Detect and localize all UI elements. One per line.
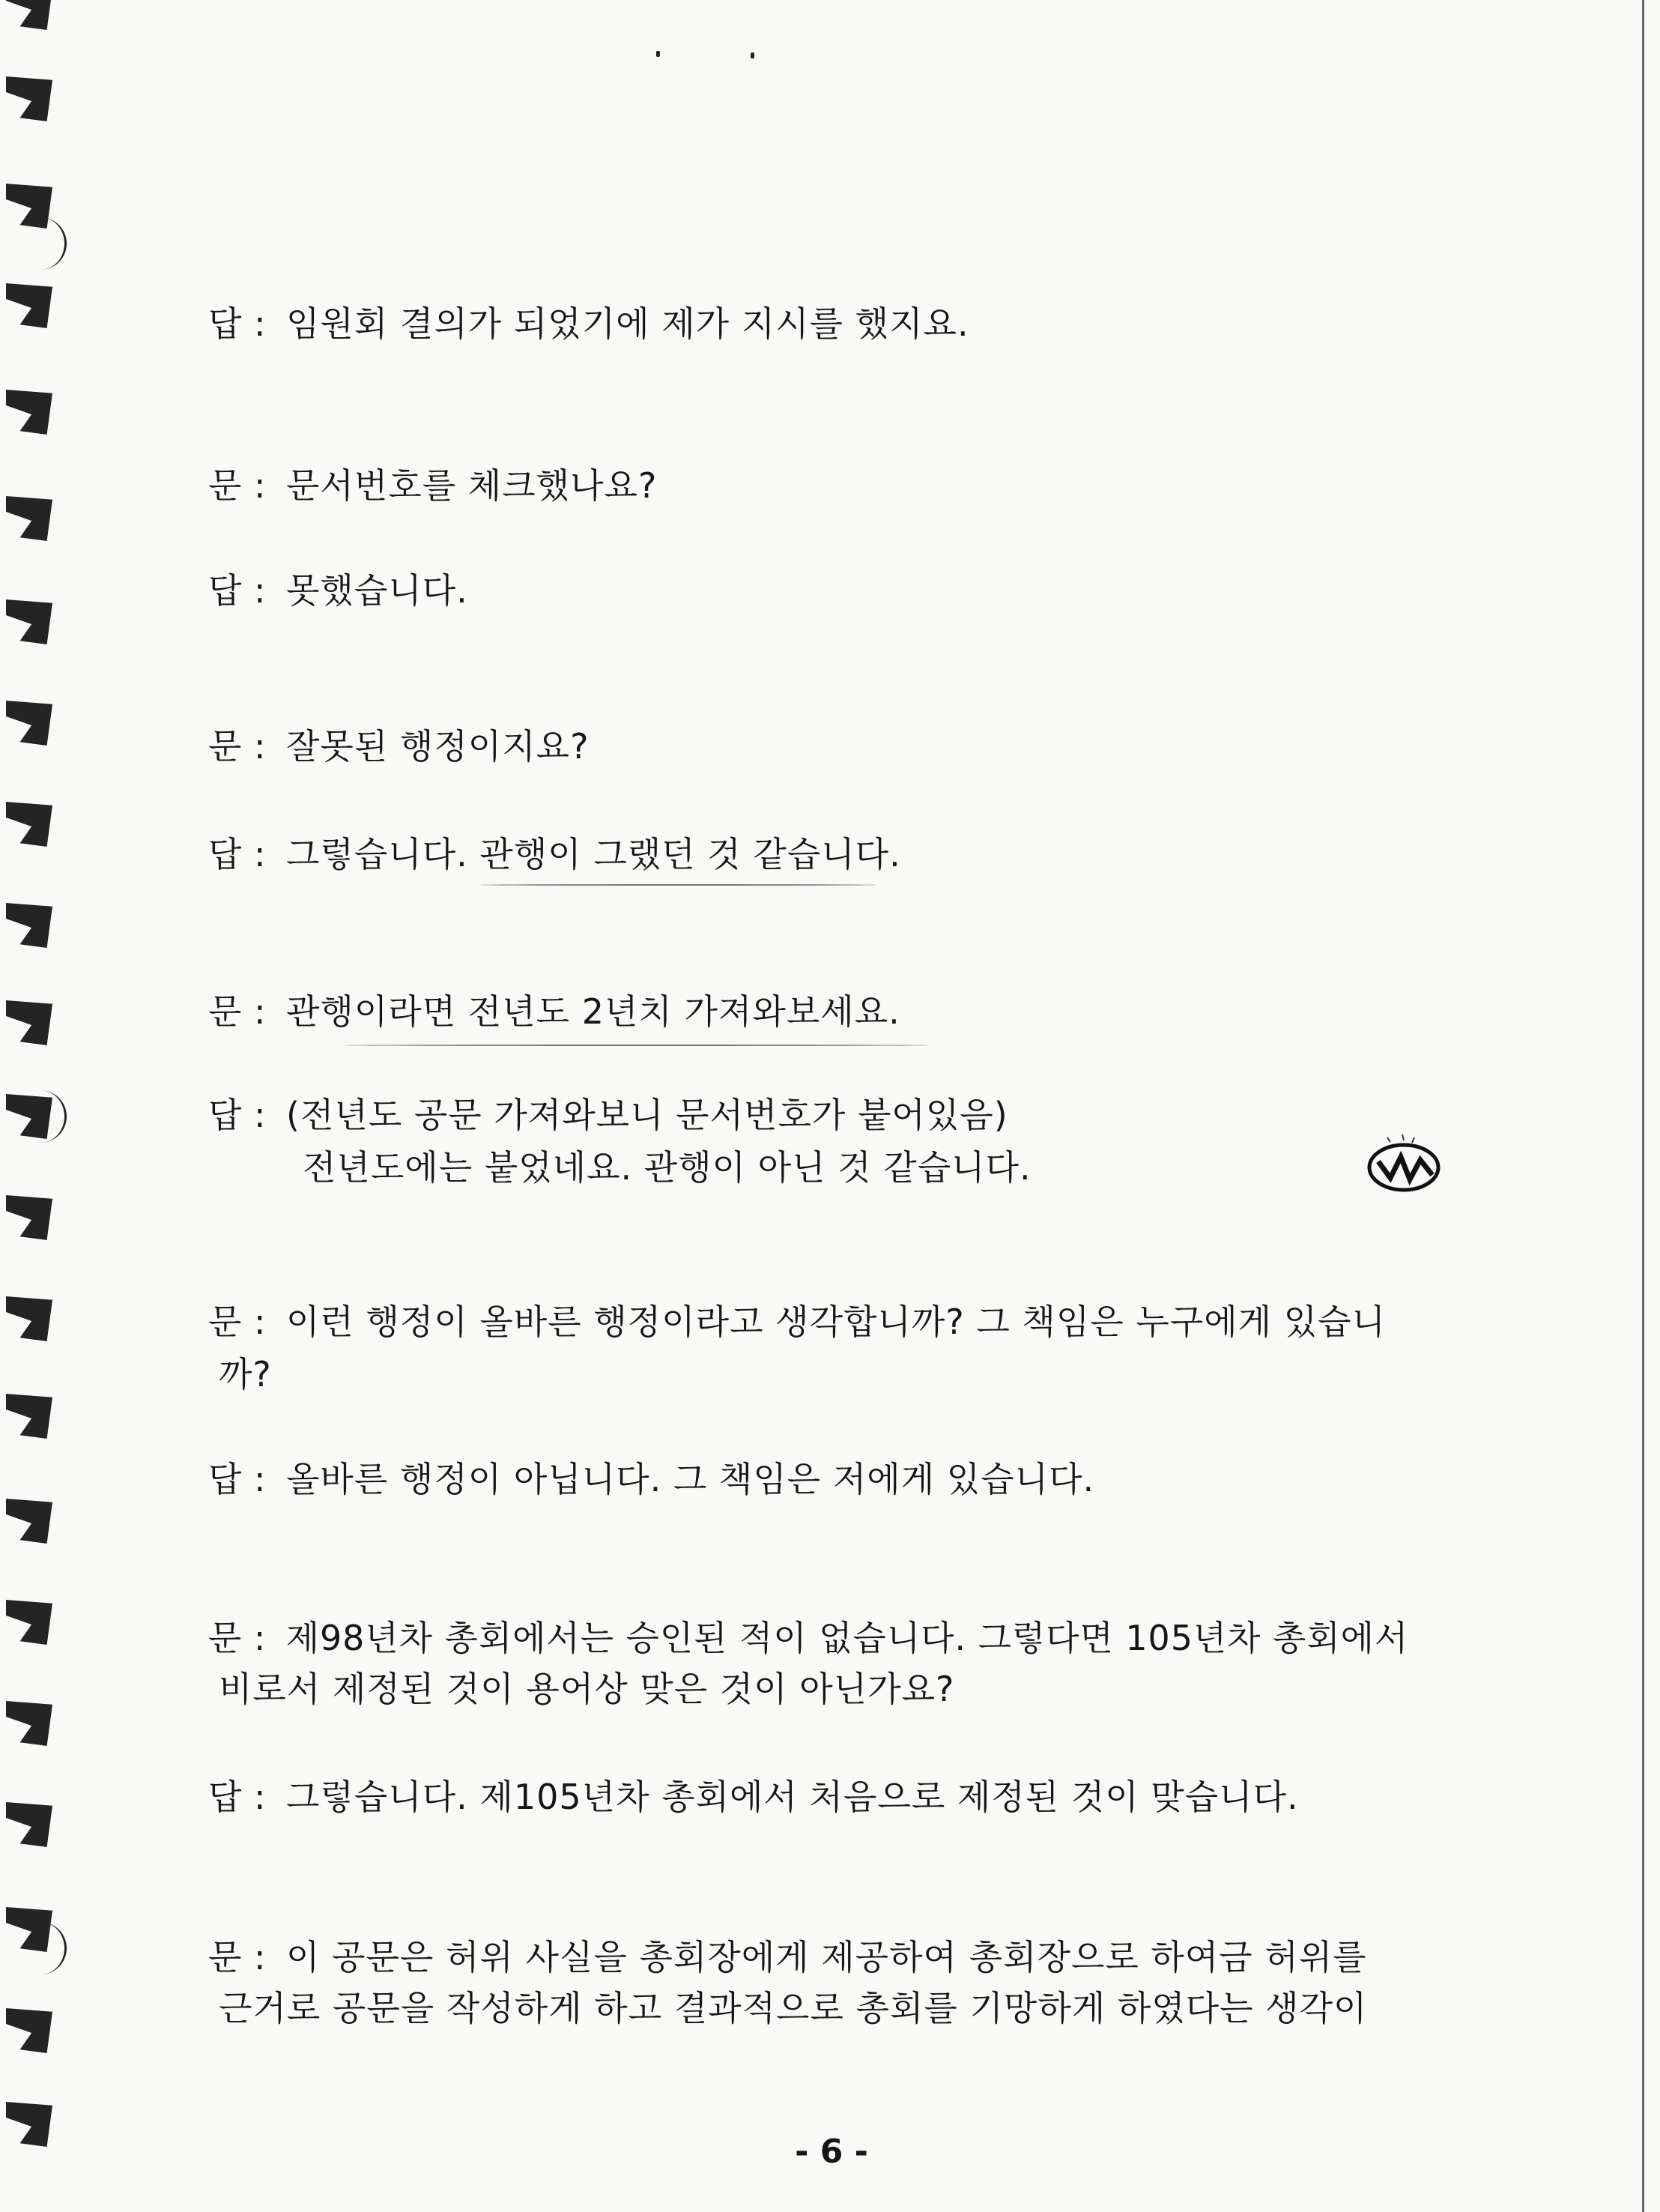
qa-line — [208, 569, 468, 611]
qa-line — [208, 833, 901, 875]
binding-mark — [6, 76, 52, 121]
qa-line — [208, 991, 900, 1033]
qa-label: 답 : — [208, 1777, 267, 1817]
qa-text: 그렇습니다. 관행이 그랬던 것 같습니다. — [286, 834, 901, 874]
qa-label: 문 : — [208, 1618, 267, 1658]
qa-line — [303, 1146, 1032, 1188]
qa-text: 그렇습니다. 제105년차 총회에서 처음으로 제정된 것이 맞습니다. — [286, 1777, 1299, 1817]
pen-underline — [345, 1045, 929, 1046]
qa-text: 제98년차 총회에서는 승인된 적이 없습니다. 그렇다면 105년차 총회에서 — [285, 1618, 1409, 1658]
qa-line — [219, 1668, 954, 1710]
binding-mark — [6, 1000, 52, 1045]
page-number: - 6 - — [795, 2133, 868, 2171]
binding-mark — [6, 1296, 52, 1341]
qa-text: 올바른 행정이 아닙니다. 그 책임은 저에게 있습니다. — [286, 1459, 1095, 1499]
qa-label: 답 : — [208, 1095, 267, 1135]
qa-label: 답 : — [208, 570, 267, 611]
qa-label: 문 : — [208, 1302, 267, 1342]
qa-line — [208, 303, 969, 345]
qa-label: 답 : — [208, 303, 267, 344]
qa-line — [208, 1936, 1367, 1978]
binding-mark — [6, 496, 52, 541]
qa-line — [208, 1301, 1386, 1343]
binding-mark — [6, 0, 52, 30]
binding-mark — [6, 390, 52, 435]
binding-mark — [6, 1802, 52, 1847]
qa-line — [208, 1094, 1008, 1136]
binding-mark — [6, 1394, 52, 1439]
binding-mark — [6, 599, 52, 644]
pen-underline — [479, 884, 876, 886]
binding-mark — [6, 1499, 52, 1544]
qa-label: 문 : — [208, 1937, 267, 1977]
qa-label: 문 : — [208, 991, 267, 1032]
binding-ring — [34, 1922, 67, 1974]
qa-text: 이 공문은 허위 사실을 총회장에게 제공하여 총회장으로 하여금 허위를 — [286, 1937, 1367, 1977]
qa-text: 전년도에는 붙었네요. 관행이 아닌 것 같습니다. — [303, 1147, 1032, 1188]
binding-ring — [34, 217, 67, 270]
qa-line — [208, 1617, 1408, 1659]
qa-label: 답 : — [208, 1459, 267, 1499]
binding-mark — [6, 1600, 52, 1645]
qa-text: 까? — [219, 1354, 272, 1394]
binding-mark — [6, 2102, 52, 2147]
binding-marks — [0, 0, 82, 2212]
qa-line — [208, 725, 590, 767]
binding-mark — [6, 2008, 52, 2053]
qa-line — [208, 1776, 1299, 1818]
qa-label: 문 : — [208, 726, 267, 767]
seal-stamp — [1365, 1131, 1443, 1193]
qa-text: 문서번호를 체크했나요? — [286, 465, 658, 506]
qa-text: 비로서 제정된 것이 용어상 맞은 것이 아닌가요? — [219, 1669, 955, 1709]
binding-mark — [6, 1701, 52, 1746]
qa-line — [219, 1353, 272, 1395]
binding-mark — [6, 802, 52, 847]
qa-line — [208, 465, 657, 507]
qa-line — [208, 1458, 1094, 1500]
qa-text: 관행이라면 전년도 2년치 가져와보세요. — [286, 991, 900, 1032]
qa-label: 답 : — [208, 834, 267, 874]
qa-label: 문 : — [208, 465, 267, 506]
qa-text: 이런 행정이 올바른 행정이라고 생각합니까? 그 책임은 누구에게 있습니 — [286, 1302, 1387, 1342]
binding-mark — [6, 1195, 52, 1240]
qa-line — [219, 1987, 1368, 2029]
binding-ring — [34, 1090, 67, 1143]
qa-text: 임원회 결의가 되었기에 제가 지시를 했지요. — [286, 303, 969, 344]
qa-text: 근거로 공문을 작성하게 하고 결과적으로 총회를 기망하게 하였다는 생각이 — [219, 1988, 1368, 2028]
qa-text: 잘못된 행정이지요? — [286, 726, 590, 767]
scan-edge — [1642, 0, 1644, 2212]
speck — [751, 52, 754, 58]
binding-mark — [6, 701, 52, 746]
binding-mark — [6, 903, 52, 948]
speck — [656, 51, 660, 57]
qa-text: 못했습니다. — [286, 570, 468, 611]
qa-text: (전년도 공문 가져와보니 문서번호가 붙어있음) — [286, 1095, 1008, 1135]
binding-mark — [6, 283, 52, 328]
